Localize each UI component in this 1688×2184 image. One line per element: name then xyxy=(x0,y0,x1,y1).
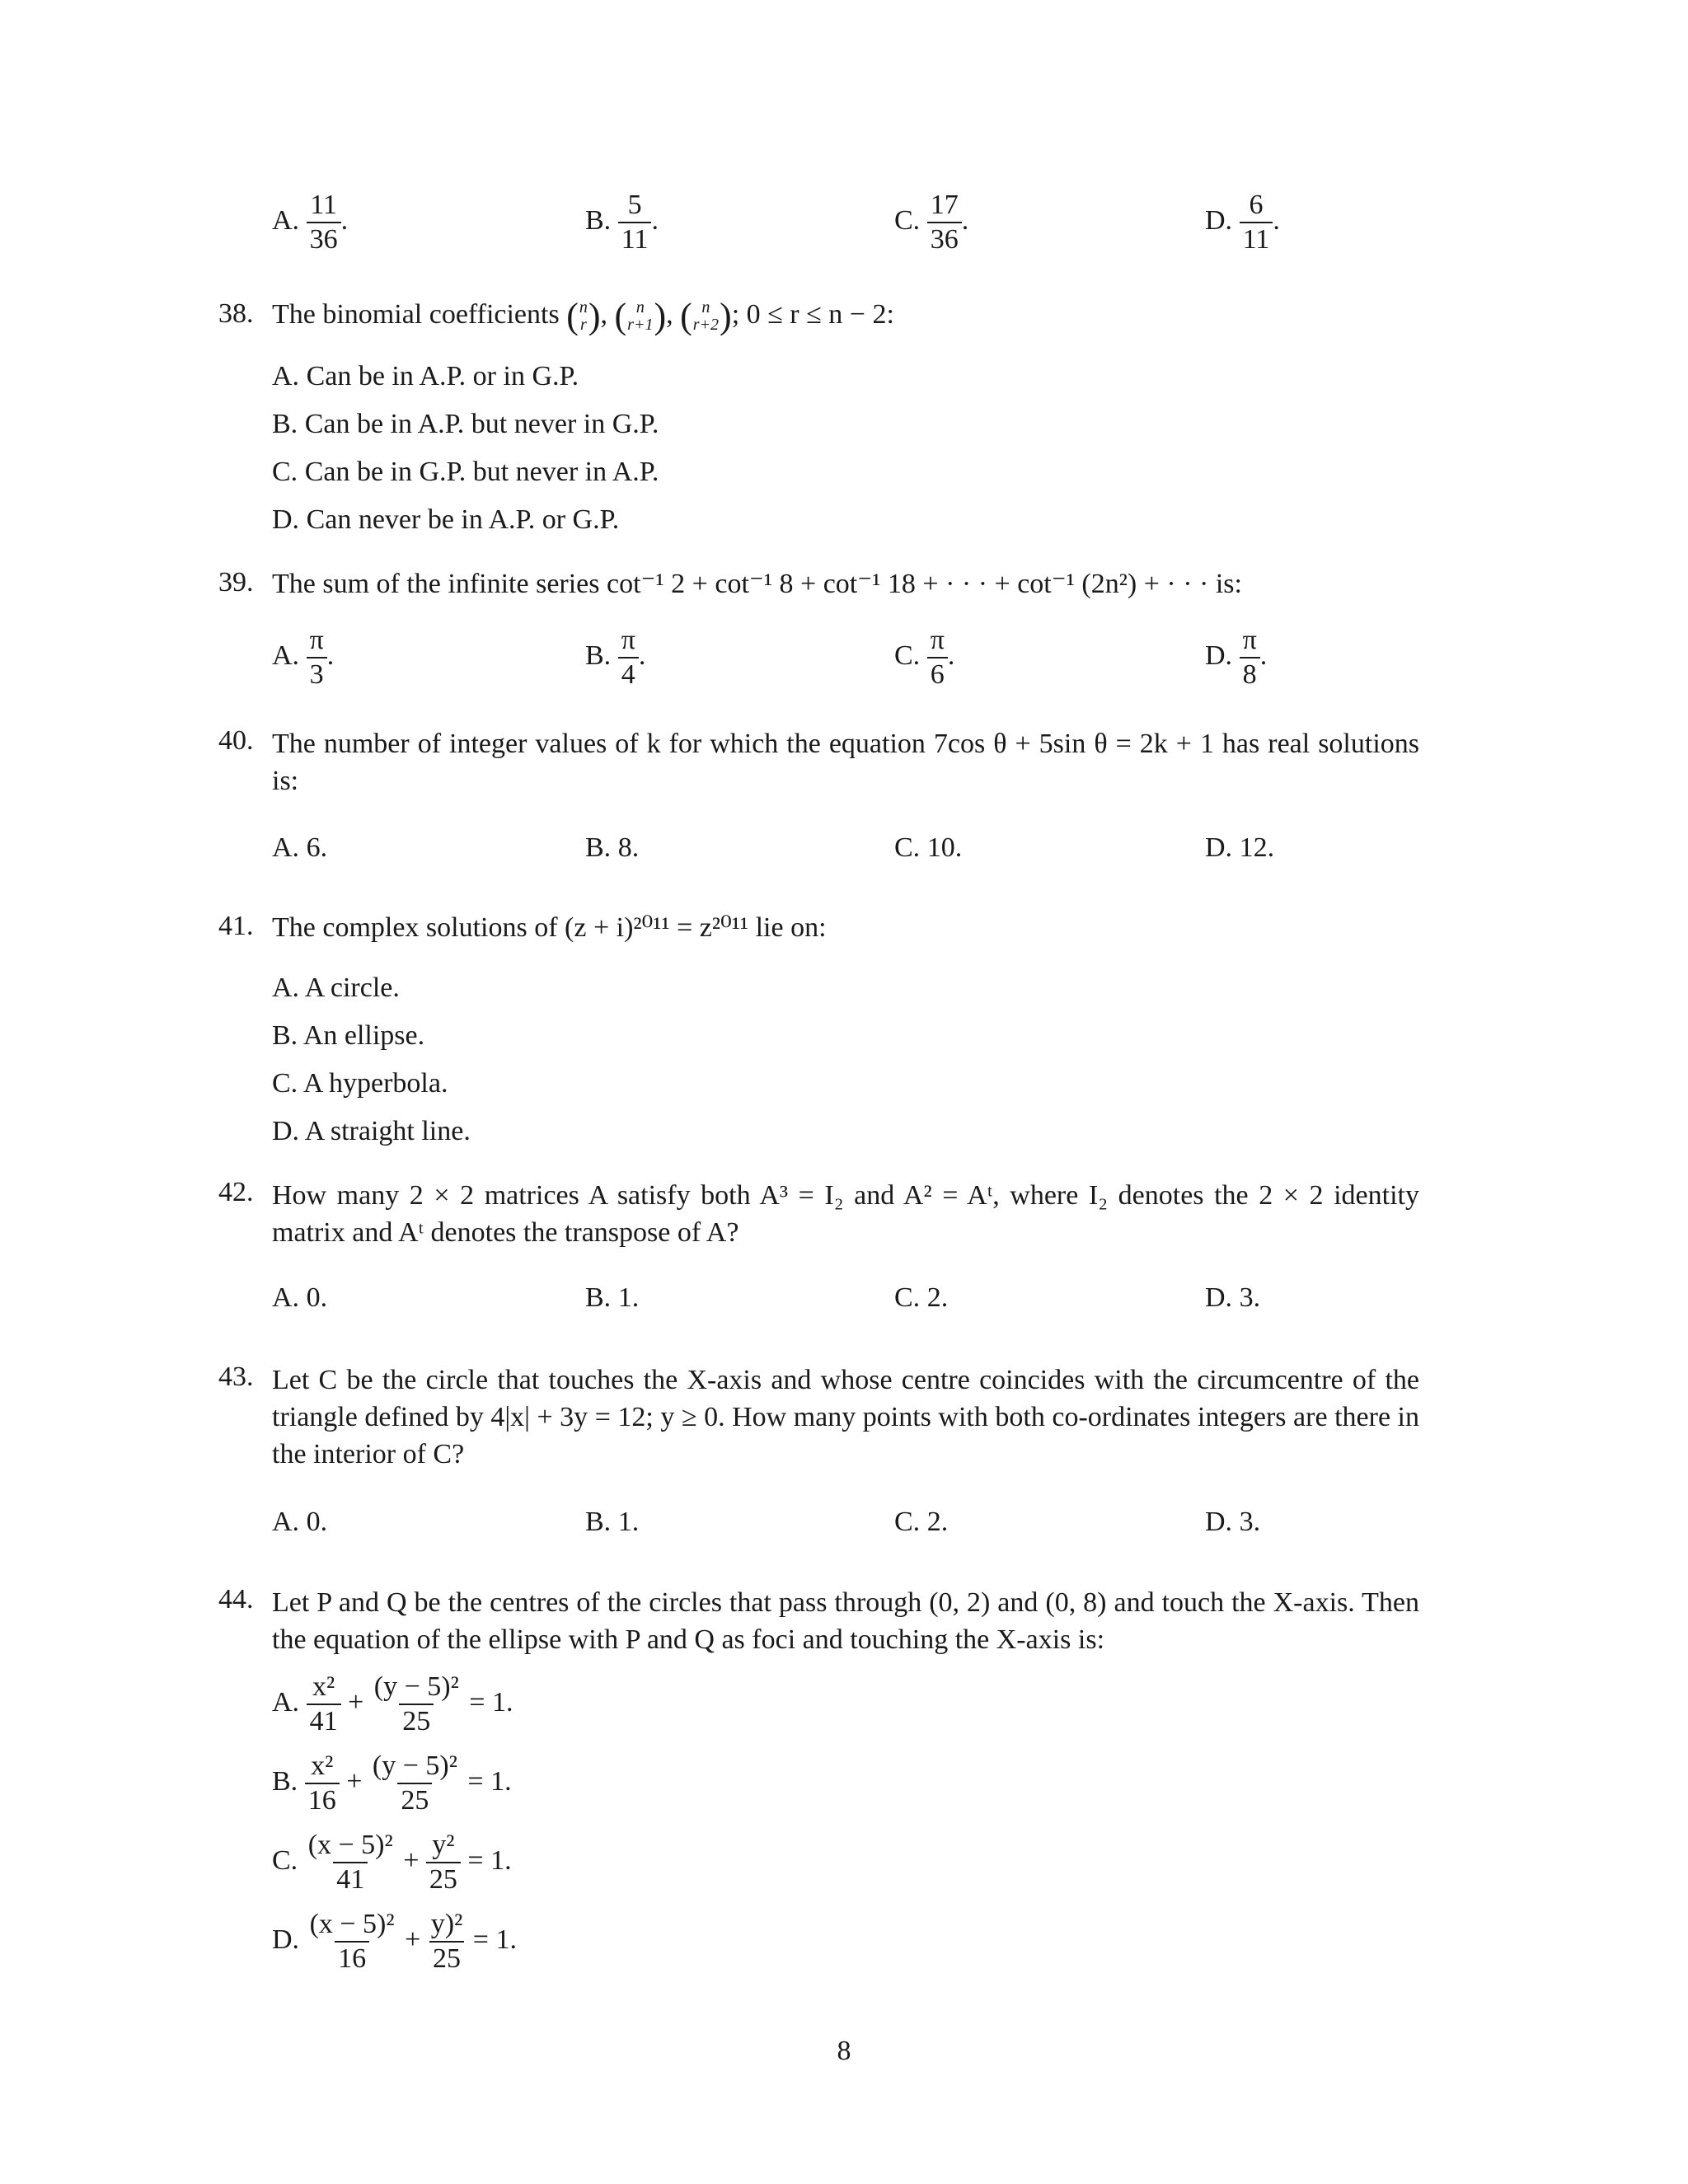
denominator: 11 xyxy=(618,222,652,254)
option-label: C. xyxy=(894,204,921,236)
option-label: C. xyxy=(894,1507,921,1537)
question-number: 42. xyxy=(218,1177,254,1207)
option-text: 2. xyxy=(926,1507,949,1537)
option-label: C. xyxy=(272,1068,298,1099)
fraction xyxy=(1240,626,1260,689)
denominator: 25 xyxy=(429,1941,464,1973)
option-label: C. xyxy=(894,640,921,671)
option-text: A circle. xyxy=(304,972,400,1003)
fraction xyxy=(307,1673,341,1736)
numerator: 17 xyxy=(930,190,959,220)
fraction xyxy=(618,191,652,254)
fraction xyxy=(1240,191,1273,254)
fraction xyxy=(927,191,962,254)
question-text: The complex solutions of (z + i)²⁰¹¹ = z²⁰¹¹ lie on: xyxy=(272,912,827,943)
q44-option-b[interactable]: B. $\frac{\text{x²}}{16}$ + $\frac{\text{(y − 5)²}}{25}$ = 1. xyxy=(272,1750,512,1816)
fraction xyxy=(927,626,948,689)
option-label: B. xyxy=(272,409,298,439)
question-text: Let P and Q be the centres of the circles that pass through (0, 2) and (0, 8) and touch the X-axis. Then the equation of the ellipse with P and Q as foci and touching the X-axis is: xyxy=(272,1587,1419,1655)
option-label: A. xyxy=(272,361,300,391)
option-text: Can be in A.P. but never in G.P. xyxy=(304,409,659,439)
option-text: A straight line. xyxy=(304,1116,471,1146)
option-text: A hyperbola. xyxy=(302,1068,448,1099)
numerator: 11 xyxy=(310,190,337,220)
fraction xyxy=(618,626,639,689)
option-label: A. xyxy=(272,832,300,863)
denominator: 6 xyxy=(927,657,948,689)
fraction xyxy=(307,1910,398,1973)
option-label: B. xyxy=(585,204,612,236)
q37-option-d[interactable]: D. $\frac{6}{11}$ . xyxy=(1205,190,1280,255)
option-label: D. xyxy=(1205,832,1233,863)
q44-option-a[interactable]: A. $\frac{\text{x²}}{41}$ + $\frac{\text{(y − 5)²}}{25}$ = 1. xyxy=(272,1671,513,1736)
q40-option-a[interactable] xyxy=(272,832,327,864)
fraction xyxy=(426,1831,461,1894)
option-label: D. xyxy=(272,1116,300,1146)
q37-option-b[interactable]: B. $\frac{5}{11}$ . xyxy=(585,190,659,255)
question-stem: The binomial coefficients xyxy=(272,298,560,330)
denominator: 16 xyxy=(335,1941,369,1973)
denominator: 11 xyxy=(1240,222,1273,254)
denominator: 41 xyxy=(333,1862,368,1894)
question-text: The sum of the infinite series cot⁻¹ 2 + cot⁻¹ 8 + cot⁻¹ 18 + · · · + cot⁻¹ (2n²) + · · · is: xyxy=(272,569,1242,599)
numerator: x² xyxy=(311,1750,334,1781)
question-text: The binomial coefficients ( n r ) , ( n r+1 ) , ( n r+2 ) ; 0 ≤ r ≤ n − 2: xyxy=(272,296,894,336)
question-number: 44. xyxy=(218,1584,254,1615)
q42-option-b[interactable] xyxy=(585,1282,639,1314)
q41-option-b[interactable] xyxy=(272,1020,424,1052)
option-text: 2. xyxy=(926,1282,949,1313)
option-text: 6. xyxy=(306,832,328,863)
q43-option-a[interactable] xyxy=(272,1507,327,1538)
numerator: π xyxy=(1242,625,1257,655)
numerator: y² xyxy=(432,1830,455,1860)
fraction xyxy=(305,1831,396,1894)
numerator: (y − 5)² xyxy=(373,1671,459,1702)
option-text: 0. xyxy=(306,1282,328,1313)
q40-option-d[interactable] xyxy=(1205,832,1274,864)
denominator: 25 xyxy=(399,1704,434,1736)
numerator: π xyxy=(309,625,324,655)
q39-option-a[interactable]: A. $\frac{\pi}{3}$ . xyxy=(272,625,335,690)
option-text: 12. xyxy=(1239,832,1275,863)
numerator: (x − 5)² xyxy=(309,1909,395,1939)
denominator: 8 xyxy=(1240,657,1260,689)
q39-option-b[interactable]: B. $\frac{\pi}{4}$ . xyxy=(585,625,646,690)
q39-option-d[interactable]: D. $\frac{\pi}{8}$ . xyxy=(1205,625,1268,690)
option-text: 10. xyxy=(926,832,963,863)
q37-option-a[interactable]: A. $\frac{11}{36}$ . xyxy=(272,190,349,255)
question-number: 43. xyxy=(218,1361,254,1392)
q41-option-c[interactable] xyxy=(272,1068,448,1099)
option-label: D. xyxy=(272,1924,300,1955)
fraction xyxy=(305,1752,340,1815)
fraction xyxy=(371,1673,462,1736)
option-text: Can never be in A.P. or G.P. xyxy=(306,504,620,535)
option-label: D. xyxy=(1205,640,1233,671)
binomial-coefficient: ( n r+1 ) xyxy=(614,296,667,336)
denominator: 3 xyxy=(307,657,327,689)
option-label: B. xyxy=(585,832,612,863)
denominator: 4 xyxy=(618,657,639,689)
question-number: 38. xyxy=(218,298,254,329)
option-text: 1. xyxy=(617,1507,640,1537)
q44-option-c[interactable]: C. $\frac{\text{(x − 5)²}}{41}$ + $\frac{\text{y²}}{25}$ = 1. xyxy=(272,1830,512,1895)
q42-option-a[interactable] xyxy=(272,1282,327,1314)
option-text: 8. xyxy=(617,832,640,863)
option-label: B. xyxy=(272,1020,298,1051)
q43-option-c[interactable] xyxy=(894,1507,948,1538)
equation-rhs: = 1. xyxy=(469,1686,513,1718)
option-text: 3. xyxy=(1239,1282,1261,1313)
numerator: (y − 5)² xyxy=(372,1750,457,1781)
option-label: D. xyxy=(1205,204,1233,236)
denominator: 36 xyxy=(927,222,962,254)
q37-option-c[interactable]: C. $\frac{17}{36}$ . xyxy=(894,190,969,255)
option-label: A. xyxy=(272,972,300,1003)
question-number: 41. xyxy=(218,911,254,941)
fraction xyxy=(307,191,341,254)
denominator: 25 xyxy=(426,1862,461,1894)
option-label: C. xyxy=(272,1844,298,1876)
option-label: C. xyxy=(272,457,298,487)
binomial-coefficient: ( n r+2 ) xyxy=(680,296,732,336)
option-label: C. xyxy=(894,832,921,863)
option-label: A. xyxy=(272,1686,300,1718)
q40-option-c[interactable] xyxy=(894,832,962,864)
numerator: 5 xyxy=(627,190,642,220)
option-label: C. xyxy=(894,1282,921,1313)
q42-option-c[interactable] xyxy=(894,1282,948,1314)
option-label: B. xyxy=(272,1765,298,1797)
option-text: Can be in G.P. but never in A.P. xyxy=(304,457,659,487)
q42-option-d[interactable] xyxy=(1205,1282,1260,1314)
option-text: An ellipse. xyxy=(302,1020,425,1051)
fraction xyxy=(369,1752,461,1815)
option-label: D. xyxy=(1205,1507,1233,1537)
denominator: 36 xyxy=(307,222,341,254)
option-label: A. xyxy=(272,1282,300,1313)
option-label: B. xyxy=(585,1282,612,1313)
option-label: A. xyxy=(272,640,300,671)
option-label: D. xyxy=(272,504,300,535)
q38-option-a[interactable] xyxy=(272,361,579,392)
option-label: D. xyxy=(1205,1282,1233,1313)
q38-option-c[interactable] xyxy=(272,457,659,488)
option-text: 1. xyxy=(617,1282,640,1313)
numerator: (x − 5)² xyxy=(307,1830,393,1860)
denominator: 25 xyxy=(397,1783,432,1815)
q39-option-c[interactable]: C. $\frac{\pi}{6}$ . xyxy=(894,625,955,690)
question-number: 39. xyxy=(218,567,254,598)
numerator: y)² xyxy=(430,1909,463,1939)
page-number: 8 xyxy=(837,2036,851,2066)
q41-option-a[interactable] xyxy=(272,972,400,1004)
denominator: 41 xyxy=(307,1704,341,1736)
fraction xyxy=(428,1910,467,1973)
option-text: Can be in A.P. or in G.P. xyxy=(306,361,579,391)
option-text: 3. xyxy=(1239,1507,1261,1537)
option-label: B. xyxy=(585,640,612,671)
equation-rhs: = 1. xyxy=(467,1765,512,1797)
question-number: 40. xyxy=(218,725,254,756)
binomial-coefficient: ( n r ) xyxy=(566,296,601,336)
numerator: 6 xyxy=(1249,190,1264,220)
q40-option-b[interactable] xyxy=(585,832,639,864)
denominator: 16 xyxy=(305,1783,340,1815)
numerator: π xyxy=(621,625,635,655)
q43-option-d[interactable] xyxy=(1205,1507,1260,1538)
question-condition: ; 0 ≤ r ≤ n − 2: xyxy=(731,298,894,330)
option-label: A. xyxy=(272,1507,300,1537)
equation-rhs: = 1. xyxy=(472,1924,517,1955)
q38-option-b[interactable] xyxy=(272,409,659,440)
q43-option-b[interactable] xyxy=(585,1507,639,1538)
numerator: x² xyxy=(312,1671,335,1702)
option-label: B. xyxy=(585,1507,612,1537)
q41-option-d[interactable] xyxy=(272,1116,471,1147)
q44-option-d[interactable]: D. $\frac{\text{(x − 5)²}}{16}$ + $\frac{\text{y)²}}{25}$ = 1. xyxy=(272,1909,517,1974)
numerator: π xyxy=(930,625,945,655)
question-text: The number of integer values of k for which the equation 7cos θ + 5sin θ = 2k + 1 has real solutions is: xyxy=(272,729,1419,796)
question-text: How many 2 × 2 matrices A satisfy both A³ = I₂ and A² = Aᵗ, where I₂ denotes the 2 × 2 identity matrix and Aᵗ denotes the transpose of A? xyxy=(272,1180,1419,1248)
fraction xyxy=(307,626,327,689)
q38-option-d[interactable] xyxy=(272,504,619,536)
option-text: 0. xyxy=(306,1507,328,1537)
equation-rhs: = 1. xyxy=(467,1844,512,1876)
option-label: A. xyxy=(272,204,300,236)
question-text: Let C be the circle that touches the X-axis and whose centre coincides with the circumcentre of the triangle defined by 4|x| + 3y = 12; y ≥ 0. How many points with both co-ordinates integers are there in the interior of C? xyxy=(272,1365,1419,1469)
